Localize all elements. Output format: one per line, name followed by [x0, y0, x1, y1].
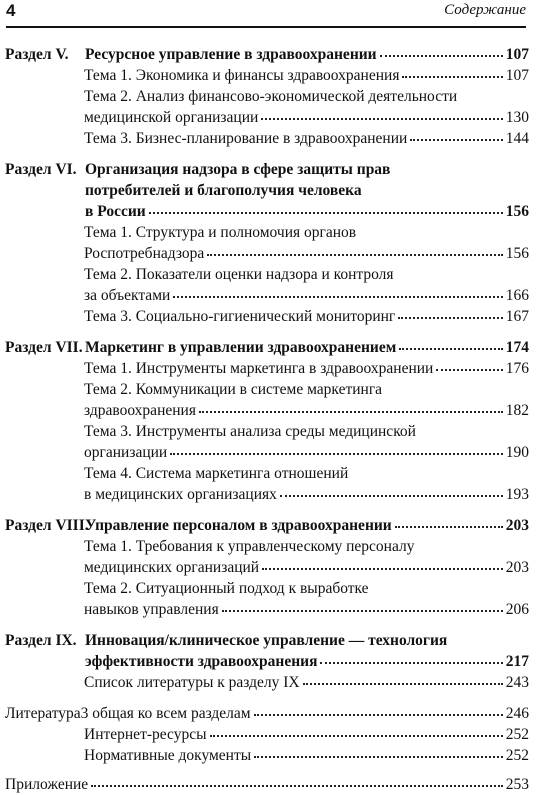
entry-text-line: Тема 1. Структура и полномочия органов [84, 224, 357, 241]
running-head: Содержание [444, 2, 526, 18]
dot-leader [410, 135, 502, 141]
page-ref: 190 [505, 444, 529, 461]
entry-text-line: Тема 1. Инструменты маркетинга в здравоохранении [84, 360, 434, 377]
page-ref: 182 [505, 402, 529, 419]
section-label: Раздел VII. [5, 339, 83, 356]
section-title [85, 515, 529, 536]
topic-entry [84, 128, 529, 149]
page-ref: 107 [505, 46, 529, 63]
entry-text-line: Тема 1. Требования к управленческому персоналу [84, 538, 415, 555]
dot-leader [261, 114, 502, 120]
section-title [85, 630, 529, 672]
dot-leader [173, 292, 502, 298]
entry-text-line: Приложение [5, 776, 89, 793]
topic-entry [84, 358, 529, 379]
dot-leader [91, 781, 503, 787]
entry-text-line: Список литературы к разделу IX [84, 674, 300, 691]
entry-text-line: организации [84, 444, 168, 461]
entry-text-line: Тема 3. Бизнес-планирование в здравоохранении [84, 130, 408, 147]
dot-leader [254, 752, 503, 758]
topic-entry [84, 421, 529, 463]
entry-text-line: Ресурсное управление в здравоохранении [85, 46, 377, 63]
entry-text-line: медицинских организаций [84, 559, 260, 576]
dot-leader [320, 658, 502, 664]
dot-leader [207, 250, 503, 256]
page-header [6, 0, 526, 28]
section-title [85, 337, 529, 358]
page-number: 4 [6, 1, 16, 20]
page-ref: 252 [505, 726, 529, 743]
dot-leader [149, 208, 503, 214]
dot-leader [395, 522, 503, 528]
dot-leader [222, 606, 503, 612]
section-label: Раздел VIII. [5, 517, 89, 534]
topic-entry [84, 672, 529, 693]
entry-text-line: Тема 3. Инструменты анализа среды медицинской [84, 423, 416, 440]
entry-text-line: Тема 3. Социально-гигиенический мониторинг [84, 308, 396, 325]
entry-text-line: в медицинских организациях [84, 486, 277, 503]
page-ref: 107 [505, 67, 529, 84]
topic-entry [84, 306, 529, 327]
entry-text-line: Тема 2. Ситуационный подход к выработке [84, 580, 369, 597]
entry-text-line: Интернет-ресурсы [84, 726, 207, 743]
entry-text-line: здравоохранения [84, 402, 196, 419]
section-label: Раздел IX. [5, 632, 77, 649]
entry-text-line: навыков управления [84, 601, 219, 618]
dot-leader [262, 564, 503, 570]
topic-entry [84, 86, 529, 128]
page-ref: 176 [505, 360, 529, 377]
dot-leader [380, 51, 503, 57]
literature-entry [5, 703, 529, 724]
page-ref: 253 [505, 776, 529, 793]
page-ref: 130 [505, 109, 529, 126]
page-ref: 156 [505, 203, 529, 220]
entry-text-line: Нормативные документы [84, 747, 252, 764]
topic-entry [84, 578, 529, 620]
page-ref: 166 [505, 287, 529, 304]
dot-leader [280, 491, 503, 497]
page-ref: 246 [505, 705, 529, 722]
page-ref: 243 [505, 674, 529, 691]
topic-entry [84, 222, 529, 264]
topic-entry [84, 536, 529, 578]
topic-entry [84, 379, 529, 421]
entry-text-line: Роспотребнадзора [84, 245, 205, 262]
section-label: Раздел VI. [5, 161, 77, 178]
topic-entry [84, 463, 529, 505]
page-ref: 203 [505, 559, 529, 576]
appendix-entry [5, 774, 529, 795]
page-ref: 206 [505, 601, 529, 618]
page-ref: 203 [505, 517, 529, 534]
dot-leader [436, 365, 502, 371]
entry-text-line: Инновация/клиническое управление — технология [85, 632, 448, 649]
page-ref: 217 [505, 653, 529, 670]
dot-leader [399, 344, 502, 350]
entry-text-line: за объектами [84, 287, 171, 304]
entry-text-line: Маркетинг в управлении здравоохранением [85, 339, 397, 356]
entry-text-line: медицинской организации [84, 109, 259, 126]
entry-text-line: Тема 4. Система маркетинга отношений [84, 465, 349, 482]
entry-text-line: Тема 2. Коммуникации в системе маркетинга [84, 381, 383, 398]
entry-text-line: эффективности здравоохранения [85, 653, 318, 670]
section-title [85, 44, 529, 65]
entry-text-line: Организация надзора в сфере защиты прав [85, 161, 391, 178]
entry-text-line: Тема 2. Анализ финансово-экономической деятельности [84, 88, 458, 105]
section-title [85, 159, 529, 222]
entry-text-line: Тема 1. Экономика и финансы здравоохранения [84, 67, 400, 84]
entry-text-line: в России [85, 203, 146, 220]
page-ref: 174 [505, 339, 529, 356]
dot-leader [210, 731, 503, 737]
dot-leader [398, 313, 502, 319]
section-label: Раздел V. [5, 46, 69, 63]
entry-text-line: потребителей и благополучия человека [85, 182, 362, 199]
dot-leader [254, 710, 503, 716]
dot-leader [170, 449, 503, 455]
entry-text-line: Управление персоналом в здравоохранении [85, 517, 392, 534]
entry-text-line: Тема 2. Показатели оценки надзора и контроля [84, 266, 394, 283]
dot-leader [199, 407, 503, 413]
literature-item [84, 724, 529, 745]
dot-leader [402, 72, 502, 78]
topic-entry [84, 65, 529, 86]
page-ref: 252 [505, 747, 529, 764]
literature-item [84, 745, 529, 766]
entry-text-line: Литература3 общая ко всем разделам [5, 705, 251, 722]
page-ref: 156 [505, 245, 529, 262]
topic-entry [84, 264, 529, 306]
page-ref: 144 [505, 130, 529, 147]
dot-leader [303, 679, 503, 685]
page-ref: 167 [505, 308, 529, 325]
page-ref: 193 [505, 486, 529, 503]
